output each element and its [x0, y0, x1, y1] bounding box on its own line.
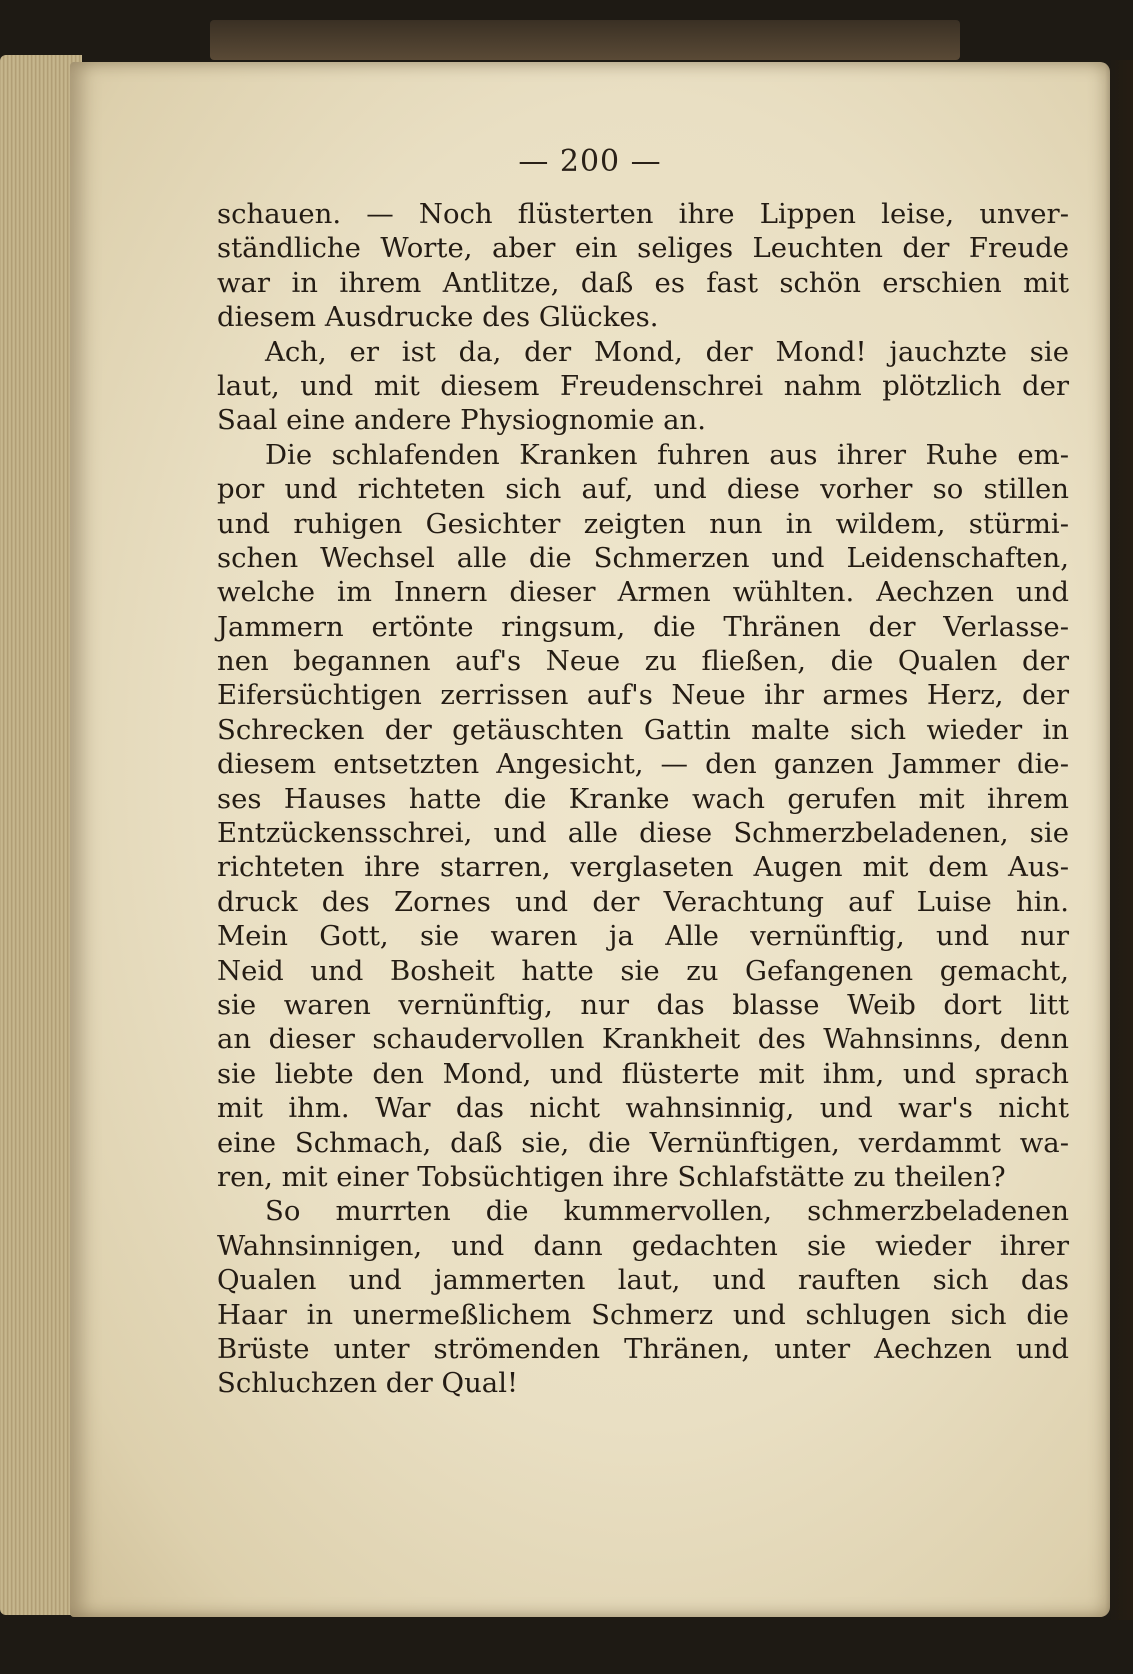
text-line: diesem entsetzten Angesicht, — den ganzen Jammer die-	[217, 748, 1069, 781]
text-line: schen Wechsel alle die Schmerzen und Leidenschaften,	[217, 541, 1069, 574]
page-number: — 200 —	[518, 144, 662, 179]
text-line: ses Hauses hatte die Kranke wach gerufen mit ihrem	[217, 782, 1069, 815]
text-line: Jammern ertönte ringsum, die Thränen der Verlasse-	[217, 610, 1069, 643]
text-line: Entzückensschrei, und alle diese Schmerzbeladenen, sie	[217, 817, 1069, 850]
text-line: ren, mit einer Tobsüchtigen ihre Schlafstätte zu theilen?	[217, 1160, 1006, 1193]
text-line: sie waren vernünftig, nur das blasse Weib dort litt	[217, 988, 1069, 1021]
text-line: Die schlafenden Kranken fuhren aus ihrer Ruhe em-	[265, 438, 1069, 471]
text-line: Saal eine andere Physiognomie an.	[217, 404, 706, 437]
text-line: nen begannen auf's Neue zu fließen, die Qualen der	[217, 645, 1069, 678]
text-line: und ruhigen Gesichter zeigten nun in wildem, stürmi-	[217, 507, 1069, 540]
text-line: druck des Zornes und der Verachtung auf Luise hin.	[217, 885, 1069, 918]
text-line: laut, und mit diesem Freudenschrei nahm plötzlich der	[217, 369, 1069, 402]
text-line: Brüste unter strömenden Thränen, unter Aechzen und	[217, 1332, 1069, 1365]
text-line: richteten ihre starren, verglaseten Augen mit dem Aus-	[217, 851, 1069, 884]
text-line: Qualen und jammerten laut, und rauften sich das	[217, 1264, 1069, 1297]
body-text	[217, 197, 1069, 1401]
text-line: Neid und Bosheit hatte sie zu Gefangenen gemacht,	[217, 954, 1069, 987]
page-gutter-shadow	[1105, 60, 1133, 1620]
text-line: Mein Gott, sie waren ja Alle vernünftig, und nur	[217, 920, 1069, 953]
text-line: Eifersüchtigen zerrissen auf's Neue ihr armes Herz, der	[217, 679, 1069, 712]
text-line: So murrten die kummervollen, schmerzbeladenen	[265, 1195, 1069, 1228]
text-line: diesem Ausdrucke des Glückes.	[217, 301, 659, 334]
text-line: schauen. — Noch flüsterten ihre Lippen leise, unver-	[217, 198, 1069, 230]
text-line: Haar in unermeßlichem Schmerz und schlugen sich die	[217, 1298, 1069, 1331]
text-line: mit ihm. War das nicht wahnsinnig, und war's nicht	[217, 1092, 1069, 1125]
text-line: eine Schmach, daß sie, die Vernünftigen, verdammt wa-	[217, 1126, 1069, 1159]
text-line: war in ihrem Antlitze, daß es fast schön erschien mit	[217, 266, 1069, 299]
book-page	[70, 62, 1110, 1617]
text-line: an dieser schaudervollen Krankheit des Wahnsinns, denn	[217, 1023, 1069, 1056]
text-line: welche im Innern dieser Armen wühlten. Aechzen und	[217, 576, 1069, 609]
text-line: Wahnsinnigen, und dann gedachten sie wieder ihrer	[217, 1229, 1069, 1262]
text-line: ständliche Worte, aber ein seliges Leuchten der Freude	[217, 232, 1069, 265]
text-line: Schrecken der getäuschten Gattin malte sich wieder in	[217, 713, 1069, 746]
book-top-edge	[210, 20, 960, 60]
text-line: sie liebte den Mond, und flüsterte mit ihm, und sprach	[217, 1057, 1069, 1090]
text-line: por und richteten sich auf, und diese vorher so stillen	[217, 473, 1069, 506]
text-line: Schluchzen der Qual!	[217, 1367, 519, 1400]
text-line: Ach, er ist da, der Mond, der Mond! jauchzte sie	[265, 335, 1069, 368]
